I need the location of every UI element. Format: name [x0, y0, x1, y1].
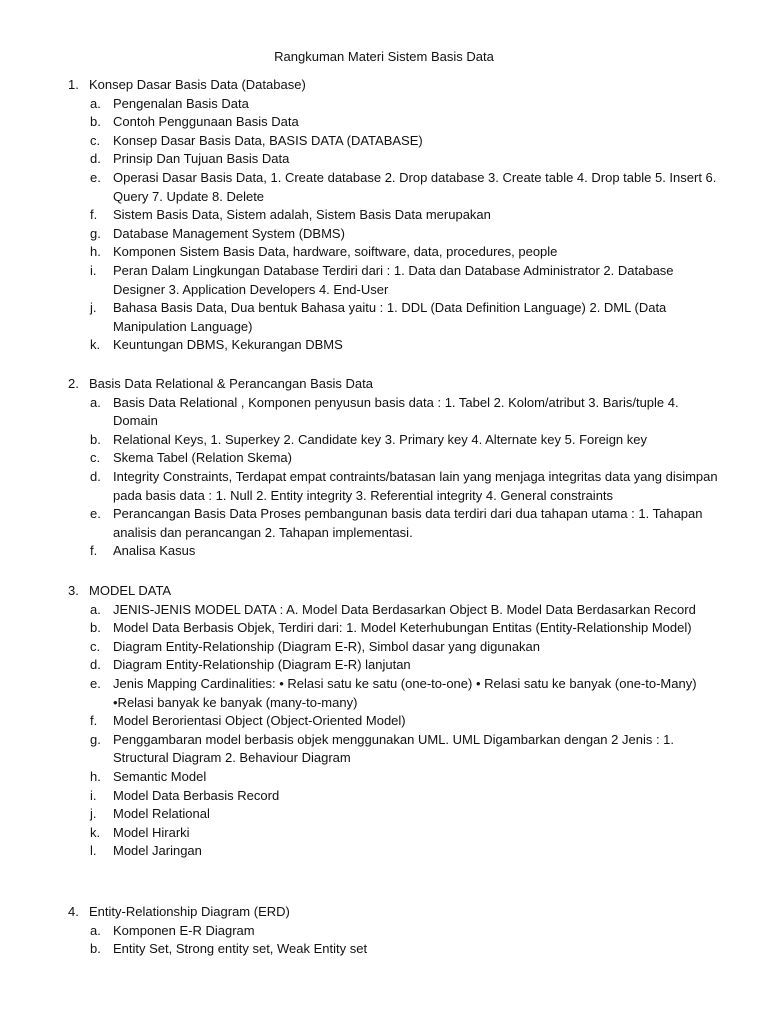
- section-heading: [0, 375, 768, 394]
- item-text: Skema Tabel (Relation Skema): [113, 450, 292, 466]
- item-letter: g.: [90, 225, 101, 241]
- section-number: 3.: [68, 583, 79, 598]
- section-1: [0, 76, 768, 355]
- item-text: Diagram Entity-Relationship (Diagram E-R), Simbol dasar yang digunakan: [113, 638, 541, 654]
- item-letter: b.: [90, 431, 101, 447]
- item-letter: b.: [90, 941, 101, 957]
- item-letter: c.: [90, 638, 101, 654]
- list-item: [0, 787, 768, 806]
- list-item: [0, 542, 768, 561]
- list-item: [0, 262, 768, 299]
- item-list: [0, 922, 768, 959]
- item-letter: d.: [90, 151, 101, 167]
- item-text: Keuntungan DBMS, Kekurangan DBMS: [113, 337, 343, 353]
- list-item: [0, 431, 768, 450]
- item-letter: h.: [90, 244, 101, 260]
- item-letter: l.: [90, 843, 97, 859]
- item-text: Bahasa Basis Data, Dua bentuk Bahasa yaitu : 1. DDL (Data Definition Language) 2. DML (Data Manipulation Language): [113, 300, 667, 334]
- list-item: [0, 805, 768, 824]
- item-text: Integrity Constraints, Terdapat empat contraints/batasan lain yang menjaga integritas data yang disimpan pada basis data : 1. Null 2. Entity integrity 3. Referential integrity 4. General constraints: [113, 468, 718, 503]
- item-list: [0, 601, 768, 861]
- list-item: [0, 505, 768, 542]
- item-text: Model Jaringan: [113, 843, 202, 859]
- section-heading: [0, 903, 768, 922]
- item-letter: a.: [90, 601, 101, 617]
- item-text: Contoh Penggunaan Basis Data: [113, 114, 299, 130]
- item-text: Model Data Berbasis Objek, Terdiri dari: 1. Model Keterhubungan Entitas (Entity-Relationship Model): [113, 620, 692, 636]
- section-3: [0, 582, 768, 861]
- list-item: [0, 468, 768, 505]
- item-text: Komponen E-R Diagram: [113, 922, 255, 938]
- item-text: Basis Data Relational , Komponen penyusun basis data : 1. Tabel 2. Kolom/atribut 3. Baris/tuple 4. Domain: [113, 394, 679, 429]
- item-letter: a.: [90, 394, 101, 410]
- item-letter: c.: [90, 132, 101, 148]
- item-letter: g.: [90, 731, 101, 747]
- item-text: Jenis Mapping Cardinalities: • Relasi satu ke satu (one-to-one) • Relasi satu ke banyak (one-to-Many) •Relasi banyak ke banyak (many-to-many): [113, 675, 697, 710]
- item-letter: e.: [90, 506, 101, 522]
- item-text: Model Data Berbasis Record: [113, 787, 280, 803]
- item-text: Model Relational: [113, 806, 210, 822]
- list-item: [0, 394, 768, 431]
- item-letter: k.: [90, 824, 101, 840]
- list-item: [0, 731, 768, 768]
- item-letter: a.: [90, 922, 101, 938]
- item-letter: i.: [90, 787, 97, 803]
- item-letter: k.: [90, 337, 101, 353]
- item-letter: d.: [90, 657, 101, 673]
- item-letter: h.: [90, 768, 101, 784]
- list-item: [0, 619, 768, 638]
- item-letter: j.: [90, 300, 97, 316]
- item-letter: e.: [90, 169, 101, 185]
- list-item: [0, 225, 768, 244]
- list-item: [0, 132, 768, 151]
- list-item: [0, 206, 768, 225]
- item-letter: j.: [90, 806, 97, 822]
- item-text: Perancangan Basis Data Proses pembangunan basis data terdiri dari dua tahapan utama : 1. Tahapan analisis dan perancangan 2. Tahapan implementasi.: [113, 506, 703, 540]
- item-text: Entity Set, Strong entity set, Weak Entity set: [113, 941, 368, 957]
- list-item: [0, 113, 768, 132]
- item-list: [0, 95, 768, 355]
- list-item: [0, 95, 768, 114]
- list-item: [0, 150, 768, 169]
- list-item: [0, 243, 768, 262]
- list-item: [0, 169, 768, 206]
- item-text: Database Management System (DBMS): [113, 225, 345, 241]
- item-text: Pengenalan Basis Data: [113, 95, 249, 111]
- list-item: [0, 824, 768, 843]
- section-title: Entity-Relationship Diagram (ERD): [89, 904, 290, 919]
- item-letter: c.: [90, 450, 101, 466]
- list-item: [0, 299, 768, 336]
- item-letter: b.: [90, 114, 101, 130]
- item-letter: a.: [90, 95, 101, 111]
- section-heading: [0, 582, 768, 601]
- item-text: JENIS-JENIS MODEL DATA : A. Model Data Berdasarkan Object B. Model Data Berdasarkan Record: [113, 601, 696, 617]
- item-text: Analisa Kasus: [113, 543, 196, 559]
- list-item: [0, 768, 768, 787]
- list-item: [0, 449, 768, 468]
- item-letter: i.: [90, 262, 97, 278]
- item-text: Model Berorientasi Object (Object-Oriented Model): [113, 713, 406, 729]
- list-item: [0, 336, 768, 355]
- item-text: Penggambaran model berbasis objek menggunakan UML. UML Digambarkan dengan 2 Jenis : 1. Structural Diagram 2. Behaviour Diagram: [113, 731, 675, 766]
- item-text: Prinsip Dan Tujuan Basis Data: [113, 151, 290, 167]
- section-title: MODEL DATA: [89, 583, 172, 598]
- section-4: [0, 903, 768, 959]
- list-item: [0, 601, 768, 620]
- section-heading: [0, 76, 768, 95]
- item-letter: b.: [90, 620, 101, 636]
- item-text: Diagram Entity-Relationship (Diagram E-R) lanjutan: [113, 657, 411, 673]
- section-number: 4.: [68, 904, 79, 919]
- section-number: 2.: [68, 376, 79, 391]
- item-text: Sistem Basis Data, Sistem adalah, Sistem Basis Data merupakan: [113, 207, 491, 223]
- list-item: [0, 675, 768, 712]
- list-item: [0, 638, 768, 657]
- section-number: 1.: [68, 77, 79, 92]
- item-text: Semantic Model: [113, 768, 207, 784]
- list-item: [0, 656, 768, 675]
- section-title: Basis Data Relational & Perancangan Basis Data: [89, 376, 373, 391]
- item-list: [0, 394, 768, 561]
- document-title: Rangkuman Materi Sistem Basis Data: [274, 49, 494, 64]
- item-letter: f.: [90, 713, 98, 729]
- item-text: Relational Keys, 1. Superkey 2. Candidate key 3. Primary key 4. Alternate key 5. Foreign key: [113, 431, 647, 447]
- item-text: Operasi Dasar Basis Data, 1. Create database 2. Drop database 3. Create table 4. Drop table 5. Insert 6. Query 7. Update 8. Delete: [113, 169, 717, 204]
- list-item: [0, 712, 768, 731]
- section-title: Konsep Dasar Basis Data (Database): [89, 77, 306, 92]
- item-text: Konsep Dasar Basis Data, BASIS DATA (DATABASE): [113, 132, 423, 148]
- list-item: [0, 940, 768, 959]
- item-text: Model Hirarki: [113, 824, 190, 840]
- item-letter: f.: [90, 543, 98, 559]
- item-letter: d.: [90, 468, 101, 484]
- item-text: Komponen Sistem Basis Data, hardware, soiftware, data, procedures, people: [113, 244, 558, 260]
- item-letter: f.: [90, 207, 98, 223]
- section-2: [0, 375, 768, 561]
- item-letter: e.: [90, 675, 101, 691]
- list-item: [0, 842, 768, 861]
- item-text: Peran Dalam Lingkungan Database Terdiri dari : 1. Data dan Database Administrator 2. Database Designer 3. Application Developers 4. End-User: [113, 262, 674, 297]
- list-item: [0, 922, 768, 941]
